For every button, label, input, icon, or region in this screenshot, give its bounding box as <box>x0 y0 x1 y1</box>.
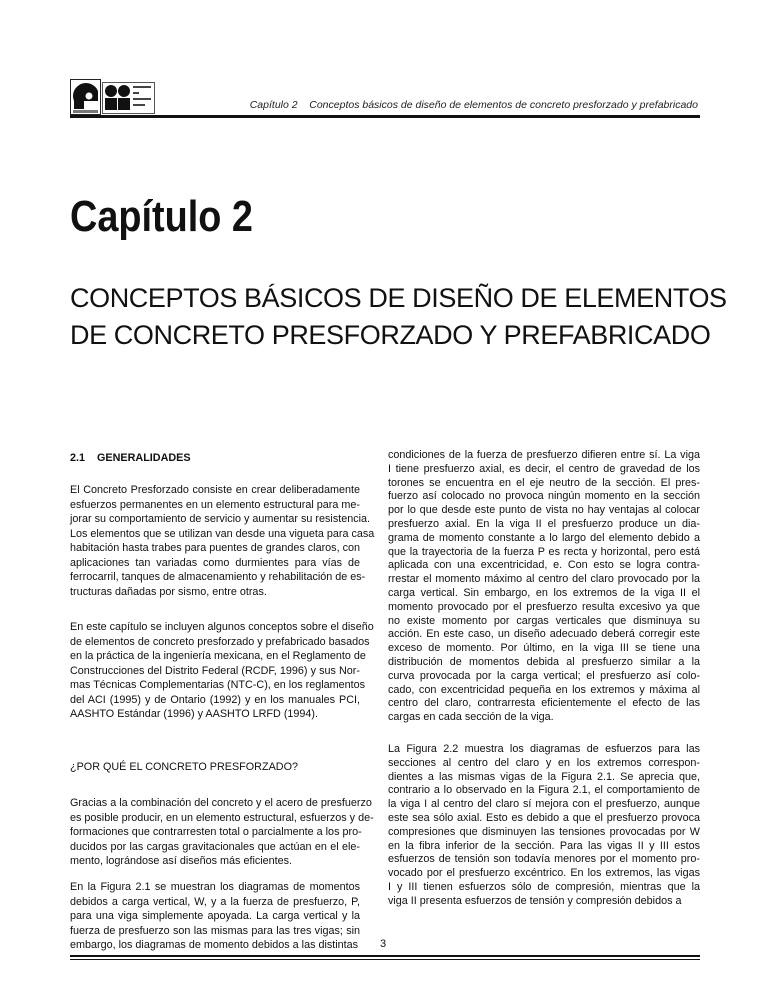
publisher-logo <box>70 79 156 115</box>
section-heading: 2.1 GENERALIDADES <box>70 452 191 464</box>
paragraph <box>388 449 700 725</box>
text-line: la viga I al centro del claro sí mejora con el presfuerzo, aunque <box>388 798 700 811</box>
text-line: centro del claro, contrarresta eficientemente el efecto de las <box>388 697 700 710</box>
text-line: vocado por el presfuerzo excéntrico. En los extremos, las vigas <box>388 867 700 880</box>
text-line: de elementos de concreto presforzado y prefabricado basados <box>70 635 370 648</box>
text-line: Construcciones del Distrito Federal (RCDF, 1996) y sus Nor- <box>70 664 360 677</box>
text-line: ferrocarril, tanques de almacenamiento y rehabilitación de es- <box>70 571 366 583</box>
text-line: en la práctica de la ingeniería mexicana, en el Reglamento de <box>70 650 366 662</box>
text-line: cargas en cada sección de la viga. <box>388 711 554 724</box>
text-line: esfuerzos permanentes en un elemento estructural para me- <box>70 498 360 511</box>
text-line: embargo, los diagramas de momento debidos a las distintas <box>70 939 359 951</box>
text-line: dientes a las mismas vigas de la Figura 2.1. Se aprecia que, <box>388 770 700 783</box>
text-line: carga vertical. Sin embargo, en los extremos de la viga II el <box>388 586 700 599</box>
text-line: grama de momento constante a lo largo del elemento debido a <box>388 531 700 544</box>
running-header: Capítulo 2 Conceptos básicos de diseño de elementos de concreto presforzado y prefabricado <box>249 99 698 111</box>
text-line: ducidos por las cargas gravitacionales que actúan en el ele- <box>70 840 360 853</box>
paragraph <box>70 880 360 953</box>
page-number: 3 <box>380 938 387 950</box>
text-line: presfuerzo axial. En la viga II el presfuerzo produce un dia- <box>388 517 700 530</box>
text-line: jorar su comportamiento de servicio y aumentar su resistencia. <box>70 513 371 525</box>
text-line: mento, lográndose así diseños más eficientes. <box>70 855 293 867</box>
text-line: fuerza de presfuerzo son las mismas para las tres vigas; sin <box>70 924 360 937</box>
chapter-subtitle-line-2: DE CONCRETO PRESFORZADO Y PREFABRICADO <box>70 320 711 350</box>
text-line: condiciones de la fuerza de presfuerzo difieren entre sí. La viga <box>388 449 700 461</box>
text-line: del ACI (1995) y de Ontario (1992) y en los manuales PCI, <box>70 693 360 706</box>
text-line: aplicada con una excentricidad, e. Con esto se logra contra- <box>388 559 700 572</box>
text-line: compresiones que disminuyen las tensiones provocadas por W <box>388 825 700 838</box>
paragraph <box>70 483 375 599</box>
paragraph <box>70 796 374 869</box>
text-line: secciones al centro del claro y en los extremos correspon- <box>388 756 700 769</box>
text-line: contrario a lo observado en la Figura 2.1, el comportamiento de <box>388 784 700 797</box>
text-line: este sea sólo axial. Esto es debido a que el presfuerzo provoca <box>388 811 700 824</box>
text-line: debidos a carga vertical, W, y a la fuerza de presfuerzo, P, <box>70 895 360 908</box>
text-line: curva provocada por la carga vertical; el presfuerzo así colo- <box>388 669 700 682</box>
text-line: acción. En este caso, un diseño adecuado deberá corregir este <box>388 628 700 641</box>
text-line: I y III tienen esfuerzos sólo de compresión, mientras que la <box>388 880 700 893</box>
chapter-title: Capítulo 2 <box>70 192 253 241</box>
text-line: por lo que desde este punto de vista no hay ventajas al colocar <box>388 504 700 517</box>
text-line: mas Técnicas Complementarias (NTC-C), en los reglamentos <box>70 679 366 691</box>
paragraph <box>70 620 374 722</box>
text-line: habitación hasta trabes para puentes de grandes claros, con <box>70 542 360 554</box>
text-line: Gracias a la combinación del concreto y el acero de presfuerzo <box>70 797 372 809</box>
text-line: es posible producir, en un elemento estructural, esfuerzos y de- <box>70 811 374 824</box>
text-line: tructuras dañadas por sismo, entre otras. <box>70 585 267 598</box>
text-line: formaciones que contrarresten total o parcialmente a los pro- <box>70 826 362 838</box>
text-line: aplicaciones tan variadas como durmientes para vías de <box>70 556 360 569</box>
text-line: Los elementos que se utilizan van desde una vigueta para casa <box>70 527 375 540</box>
footer-rule-thin <box>70 959 700 960</box>
text-line: I tiene presfuerzo axial, es decir, el centro de gravedad de los <box>388 462 700 475</box>
text-line: en la fibra inferior de la sección. Para las vigas II y III estos <box>388 839 700 852</box>
header-rule <box>70 115 700 118</box>
text-line: distribución de momentos debida al presfuerzo similar a la <box>388 655 700 668</box>
text-line: rrestar el momento máximo al centro del claro provocado por la <box>388 573 700 586</box>
text-line: En la Figura 2.1 se muestran los diagramas de momentos <box>70 881 360 893</box>
text-line: no existe momento por cargas verticales que disminuya su <box>388 614 700 627</box>
text-line: La Figura 2.2 muestra los diagramas de esfuerzos para las <box>388 743 700 755</box>
text-line: exceso de momento. Por último, en la viga III se tiene una <box>388 642 700 655</box>
text-line: El Concreto Presforzado consiste en crear deliberadamente <box>70 484 360 496</box>
chapter-subtitle-line-1: CONCEPTOS BÁSICOS DE DISEÑO DE ELEMENTOS <box>70 283 727 313</box>
text-line: que la trayectoria de la fuerza P es recta y horizontal, pero está <box>388 545 700 558</box>
text-line: En este capítulo se incluyen algunos conceptos sobre el diseño <box>70 621 374 633</box>
text-line: esfuerzos de tensión son todavía menores por el momento pro- <box>388 853 700 866</box>
paragraph <box>388 743 700 909</box>
text-line: para una viga simplemente apoyada. La carga vertical y la <box>70 910 360 922</box>
text-line: AASHTO Estándar (1996) y AASHTO LRFD (1994). <box>70 708 319 720</box>
text-line: fuerzo así colocado no provoca ningún momento en la sección <box>388 490 700 503</box>
footer-rule <box>70 955 700 957</box>
subheading: ¿POR QUÉ EL CONCRETO PRESFORZADO? <box>70 761 298 773</box>
text-line: momento provocado por el presfuerzo resulta excesivo ya que <box>388 600 700 613</box>
text-line: torones se encuentra en el eje neutro de la sección. El pres- <box>388 476 700 489</box>
text-line: cado, con excentricidad pequeña en los extremos y máxima al <box>388 683 700 696</box>
text-line: viga II presenta esfuerzos de tensión y compresión debidos a <box>388 894 682 907</box>
